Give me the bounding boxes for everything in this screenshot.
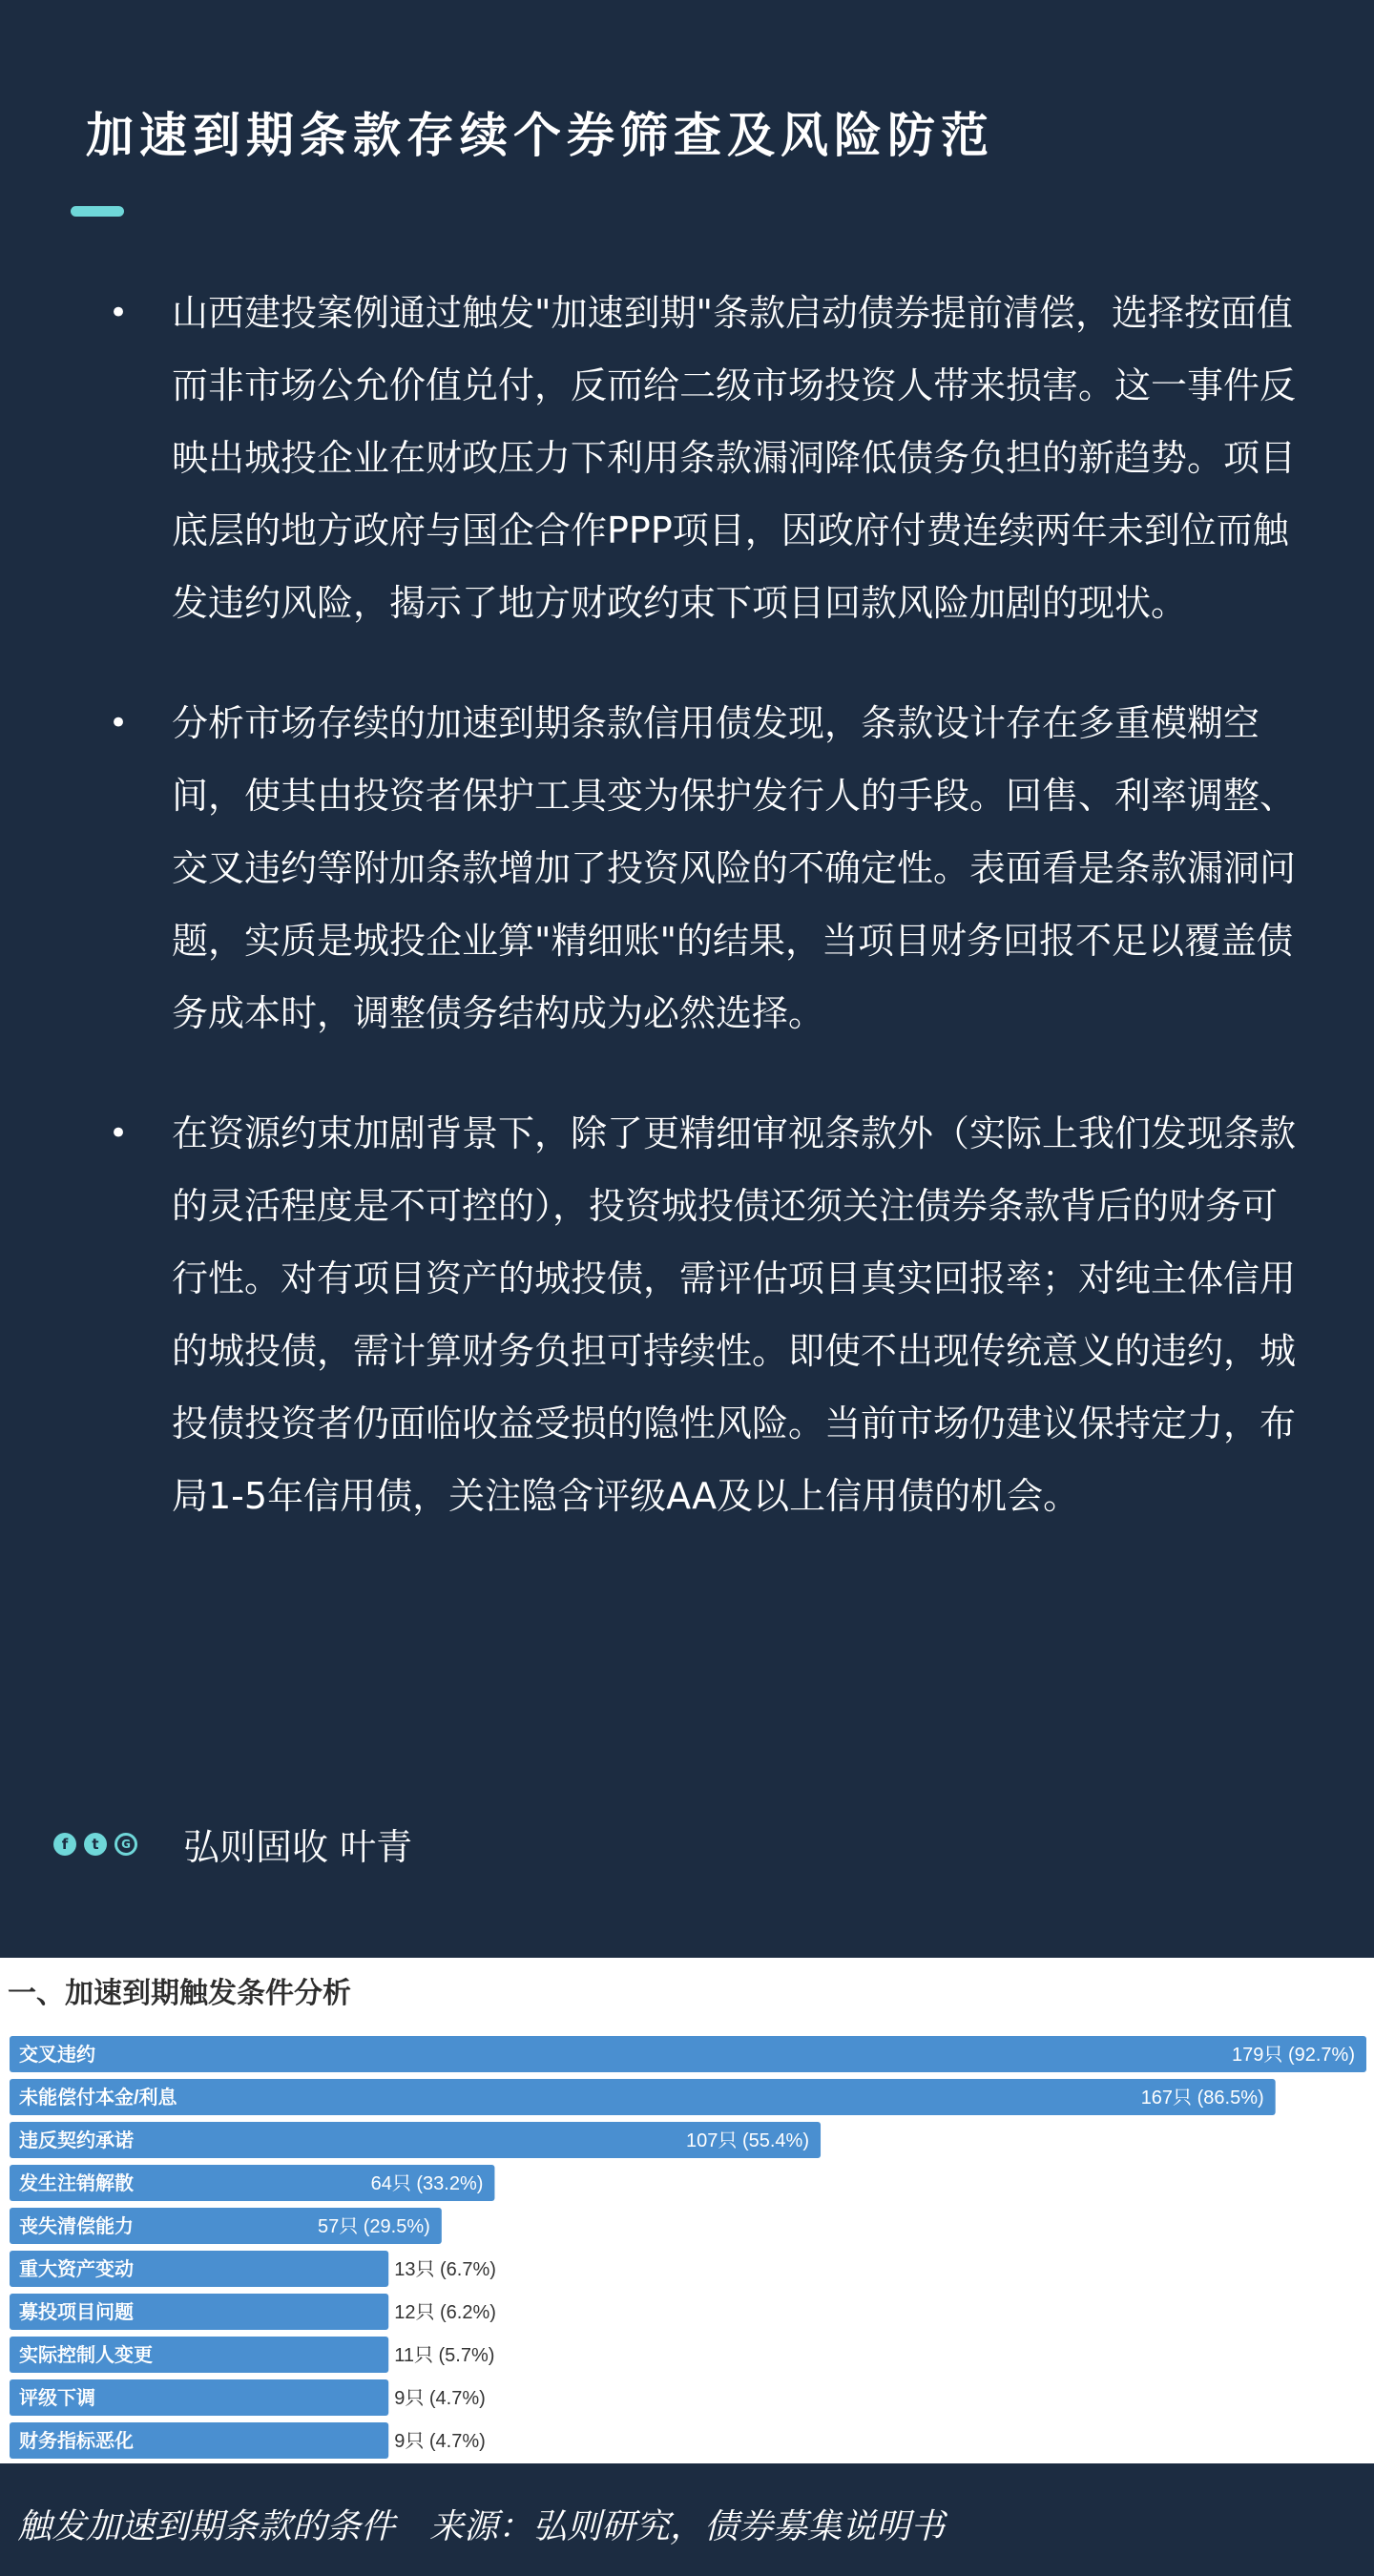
bar (10, 2036, 1366, 2072)
bar-category-label: 重大资产变动 (19, 2259, 134, 2280)
page-title: 加速到期条款存续个券筛查及风险防范 (86, 108, 994, 163)
bullet-item: • 在资源约束加剧背景下，除了更精细审视条款外（实际上我们发现条款的灵活程度是不可控的），投资城投债还须关注债券条款背后的财务可行性。对有项目资产的城投债，需评估项目真实回报率；对纯主体信用的城投债，需计算财务负担可持续性。即使不出现传统意义的违约，城投债投资者仍面临收益受损的隐性风险。当前市场仍建议保持定力，布局1-5年信用债，关注隐含评级AA及以上信用债的机会。 (95, 1097, 1307, 1532)
bar-value-label: 9只 (4.7%) (394, 2388, 486, 2409)
figure-caption (17, 2500, 945, 2548)
bar-value-label: 12只 (6.2%) (394, 2302, 496, 2323)
google-icon[interactable]: G (114, 1833, 137, 1856)
bar-category-label: 实际控制人变更 (19, 2345, 153, 2366)
facebook-icon[interactable]: f (53, 1833, 76, 1856)
bar-value-label: 167只 (86.5%) (1140, 2088, 1264, 2109)
bar-category-label: 募投项目问题 (19, 2302, 134, 2323)
bar-category-label: 丧失清偿能力 (19, 2216, 134, 2237)
bullet-list (95, 277, 1307, 1580)
bar-category-label: 发生注销解散 (19, 2173, 134, 2194)
author-name: 弘则固收 叶青 (183, 1826, 413, 1868)
bar-value-label: 11只 (5.7%) (394, 2345, 495, 2366)
bar-category-label: 财务指标恶化 (19, 2431, 134, 2452)
author-row (53, 1818, 412, 1870)
caption-source: 来源：弘则研究，债券募集说明书 (429, 2507, 946, 2545)
bar-category-label: 未能偿付本金/利息 (19, 2088, 177, 2109)
bullet-item: • 山西建投案例通过触发"加速到期"条款启动债券提前清偿，选择按面值而非市场公允价值兑付，反而给二级市场投资人带来损害。这一事件反映出城投企业在财政压力下利用条款漏洞降低债务负担的新趋势。项目底层的地方政府与国企合作PPP项目，因政府付费连续两年未到位而触发违约风险，揭示了地方财政约束下项目回款风险加剧的现状。 (95, 277, 1307, 639)
bar-value-label: 57只 (29.5%) (317, 2216, 430, 2237)
chart-title: 一、加速到期触发条件分析 (8, 1978, 351, 2009)
bullet-item: • 分析市场存续的加速到期条款信用债发现，条款设计存在多重模糊空间，使其由投资者保护工具变为保护发行人的手段。回售、利率调整、交叉违约等附加条款增加了投资风险的不确定性。表面看是条款漏洞问题，实质是城投企业算"精细账"的结果，当项目财务回报不足以覆盖债务成本时，调整债务结构成为必然选择。 (95, 687, 1307, 1049)
bar-value-label: 13只 (6.7%) (394, 2259, 496, 2280)
caption-title: 触发加速到期条款的条件 (17, 2507, 396, 2545)
bar-category-label: 违反契约承诺 (19, 2130, 134, 2151)
bar (10, 2079, 1276, 2115)
title-accent-bar (71, 206, 124, 217)
bar-value-label: 179只 (92.7%) (1232, 2045, 1355, 2066)
bar-value-label: 9只 (4.7%) (394, 2431, 486, 2452)
chart-panel (0, 1958, 1374, 2463)
bar-category-label: 评级下调 (19, 2388, 95, 2409)
bar-category-label: 交叉违约 (19, 2045, 95, 2066)
bar-value-label: 107只 (55.4%) (686, 2130, 810, 2151)
twitter-icon[interactable]: t (84, 1833, 107, 1856)
bar-chart (0, 1958, 1374, 2463)
bar-value-label: 64只 (33.2%) (370, 2173, 484, 2194)
